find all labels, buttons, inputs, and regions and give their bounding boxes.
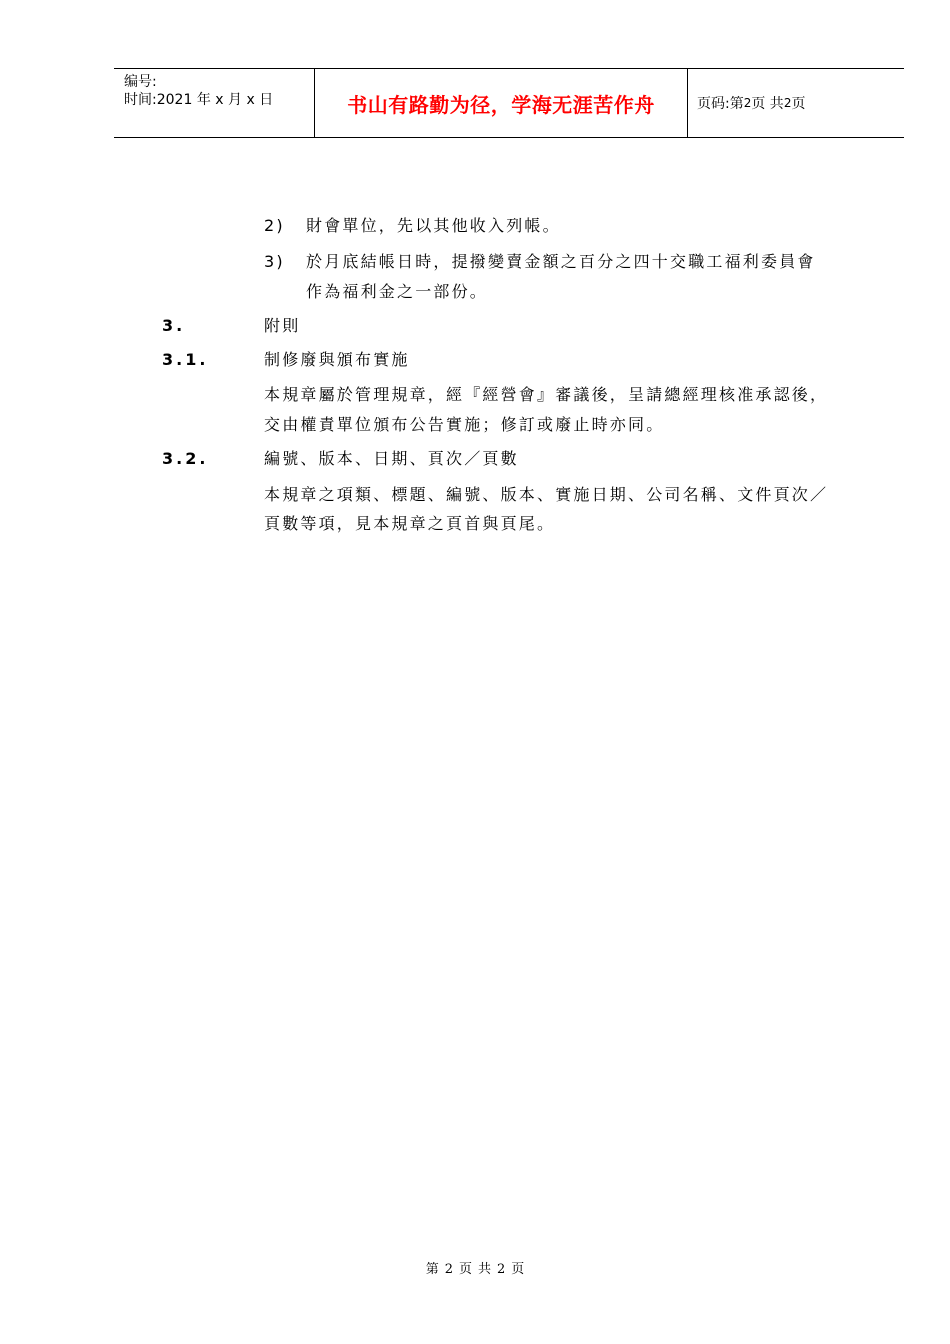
page-mid: 页 共	[751, 96, 784, 112]
header-page-cell	[688, 69, 904, 137]
page-footer	[0, 1258, 950, 1277]
number-label: 编号:	[124, 74, 157, 90]
section-3-1-number: 3.1.	[162, 350, 209, 369]
section-3-title: 附則	[264, 316, 301, 335]
motto-text: 书山有路勤为径，学海无涯苦作舟	[347, 92, 655, 117]
section-3-2-number: 3.2.	[162, 449, 209, 468]
section-3-number: 3.	[162, 316, 186, 335]
footer-mid2: 共	[478, 1262, 492, 1277]
item-3-text-line2: 作為福利金之一部份。	[306, 282, 489, 301]
section-3-2-para-line2: 頁數等項，見本規章之頁首與頁尾。	[264, 514, 556, 533]
item-3-text-line1: 於月底結帳日時，提撥變賣金額之百分之四十交職工福利委員會	[306, 252, 816, 271]
time-month-unit: 月	[228, 92, 243, 108]
section-3-2-title: 編號、版本、日期、頁次／頁數	[264, 449, 519, 468]
page-current: 2	[743, 96, 752, 110]
time-year: 2021	[156, 92, 193, 108]
section-3-1-para-line1: 本規章屬於管理規章，經『經營會』審議後，呈請總經理核准承認後，	[264, 385, 829, 404]
section-3-2-para-line1: 本規章之項類、標題、編號、版本、實施日期、公司名稱、文件頁次／	[264, 485, 829, 504]
page-header	[114, 68, 904, 138]
page-label: 页码:第	[697, 96, 744, 112]
header-motto-cell	[315, 69, 688, 137]
item-2-text: 財會單位，先以其他收入列帳。	[306, 216, 561, 235]
page-total: 2	[783, 96, 792, 110]
time-month: x	[215, 92, 224, 108]
time-day-unit: 日	[259, 92, 274, 108]
footer-prefix: 第	[425, 1262, 439, 1277]
page-end: 页	[791, 96, 806, 112]
section-3-1-title: 制修廢與頒布實施	[264, 350, 410, 369]
time-year-unit: 年	[196, 92, 211, 108]
footer-suffix: 页	[511, 1262, 525, 1277]
item-3-number: 3)	[264, 252, 285, 271]
footer-mid1: 页	[458, 1262, 472, 1277]
time-line	[124, 91, 314, 109]
item-2-number: 2)	[264, 216, 285, 235]
footer-current: 2	[444, 1262, 453, 1277]
section-3-1-para-line2: 交由權責單位頒布公告實施；修訂或廢止時亦同。	[264, 415, 665, 434]
header-meta-cell	[114, 69, 315, 137]
footer-total: 2	[497, 1262, 506, 1277]
time-day: x	[246, 92, 255, 108]
time-label: 时间:	[124, 92, 157, 108]
